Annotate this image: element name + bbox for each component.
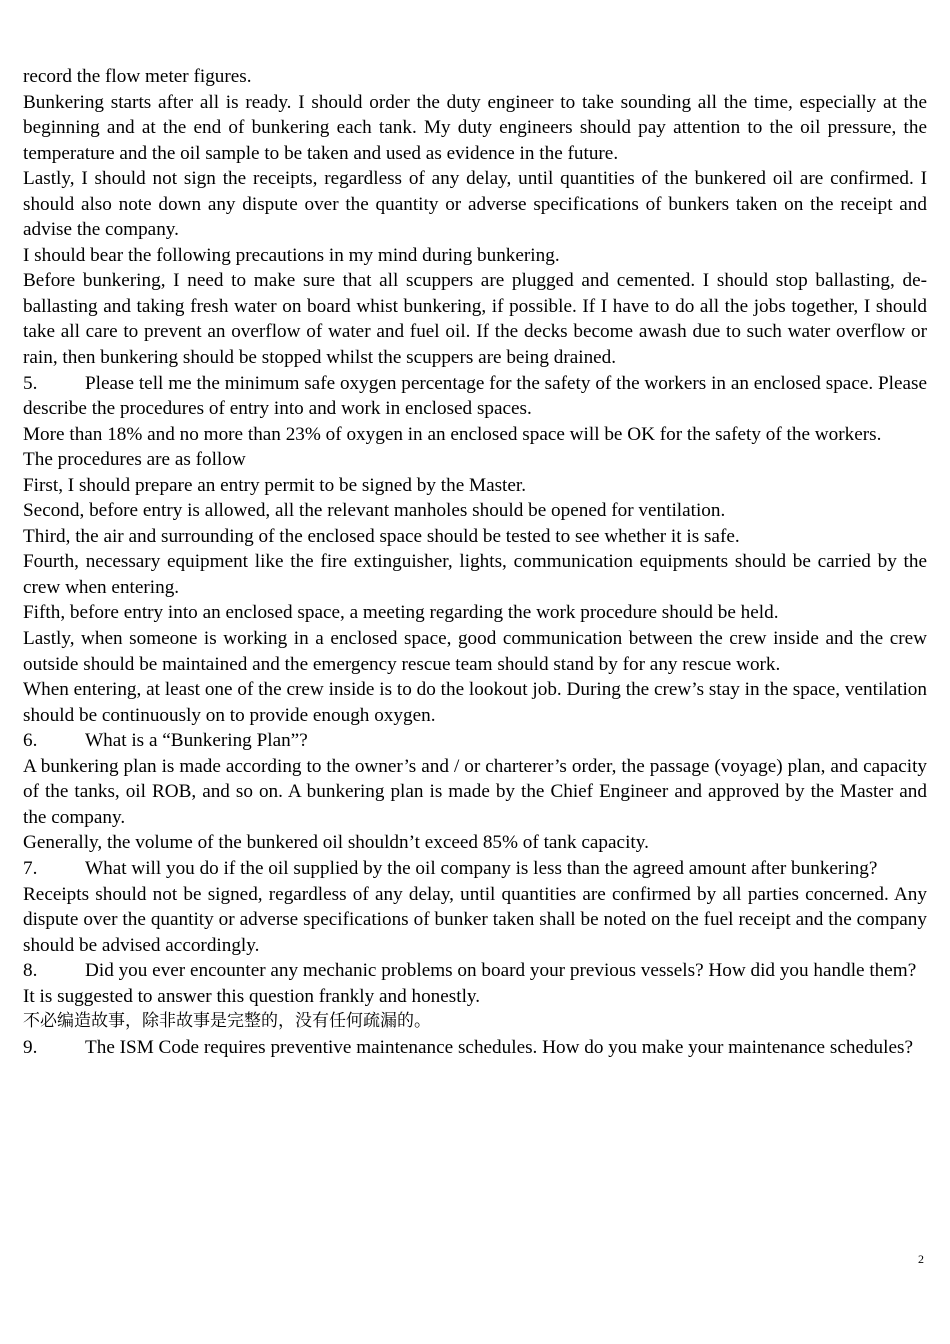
question-text: The ISM Code requires preventive maintenance schedules. How do you make your maintenance schedules? xyxy=(85,1036,913,1058)
paragraph: Lastly, I should not sign the receipts, regardless of any delay, until quantities of the bunkered oil are confirmed. I should also note down any dispute over the quantity or adverse specifications of bunkers taken on the receipt and advise the company. xyxy=(23,168,927,241)
document-page xyxy=(23,64,927,1060)
paragraph: More than 18% and no more than 23% of oxygen in an enclosed space will be OK for the safety of the workers. xyxy=(23,423,882,445)
paragraph: The procedures are as follow xyxy=(23,449,246,471)
chinese-note: 不必编造故事，除非故事是完整的，没有任何疏漏的。 xyxy=(23,1011,431,1032)
paragraph: Generally, the volume of the bunkered oil shouldn’t exceed 85% of tank capacity. xyxy=(23,832,649,854)
question-number: 8. xyxy=(23,960,38,982)
paragraph: Fifth, before entry into an enclosed space, a meeting regarding the work procedure should be held. xyxy=(23,602,779,624)
question-8 xyxy=(23,958,927,984)
paragraph: Second, before entry is allowed, all the relevant manholes should be opened for ventilation. xyxy=(23,500,726,522)
paragraph: Third, the air and surrounding of the enclosed space should be tested to see whether it is safe. xyxy=(23,525,740,547)
question-text: What will you do if the oil supplied by the oil company is less than the agreed amount after bunkering? xyxy=(85,857,878,879)
paragraph: It is suggested to answer this question frankly and honestly. xyxy=(23,985,481,1007)
question-number: 5. xyxy=(23,372,38,394)
question-number: 7. xyxy=(23,857,38,879)
paragraph: Receipts should not be signed, regardless of any delay, until quantities are confirmed by all parties concerned. Any dispute over the quantity or adverse specifications of bunker taken shall be noted on the fuel receipt and the company should be advised accordingly. xyxy=(23,883,927,956)
question-6 xyxy=(23,728,927,754)
paragraph: First, I should prepare an entry permit to be signed by the Master. xyxy=(23,474,527,496)
paragraph: Bunkering starts after all is ready. I should order the duty engineer to take sounding all the time, especially at the beginning and at the end of bunkering each tank. My duty engineers should pay attention to the oil pressure, the temperature and the oil sample to be taken and used as evidence in the future. xyxy=(23,91,927,164)
paragraph: A bunkering plan is made according to the owner’s and / or charterer’s order, the passage (voyage) plan, and capacity of the tanks, oil ROB, and so on. A bunkering plan is made by the Chief Engineer and approved by the Master and the company. xyxy=(23,755,927,828)
question-text: What is a “Bunkering Plan”? xyxy=(85,730,308,752)
paragraph: When entering, at least one of the crew inside is to do the lookout job. During the crew’s stay in the space, ventilation should be continuously on to provide enough oxygen. xyxy=(23,679,927,726)
question-number: 6. xyxy=(23,730,38,752)
paragraph: Lastly, when someone is working in a enclosed space, good communication between the crew inside and the crew outside should be maintained and the emergency rescue team should stand by for any rescue work. xyxy=(23,628,927,675)
question-text: Did you ever encounter any mechanic problems on board your previous vessels? How did you handle them? xyxy=(85,960,917,982)
paragraph: Fourth, necessary equipment like the fire extinguisher, lights, communication equipments should be carried by the crew when entering. xyxy=(23,551,927,598)
question-5 xyxy=(23,371,927,422)
page-number: 2 xyxy=(918,1252,924,1266)
question-number: 9. xyxy=(23,1036,38,1058)
paragraph: Before bunkering, I need to make sure that all scuppers are plugged and cemented. I should stop ballasting, de-ballasting and taking fresh water on board whist bunkering, if possible. If I have to do all the jobs together, I should take all care to prevent an overflow of water and fuel oil. If the decks become awash due to such water overflow or rain, then bunkering should be stopped whilst the scuppers are being drained. xyxy=(23,270,927,369)
question-text: Please tell me the minimum safe oxygen percentage for the safety of the workers in an enclosed space. Please describe the procedures of entry into and work in enclosed spaces. xyxy=(23,372,927,420)
question-7 xyxy=(23,856,927,882)
paragraph: record the flow meter figures. xyxy=(23,66,252,87)
question-9 xyxy=(23,1035,927,1061)
paragraph: I should bear the following precautions in my mind during bunkering. xyxy=(23,244,560,266)
